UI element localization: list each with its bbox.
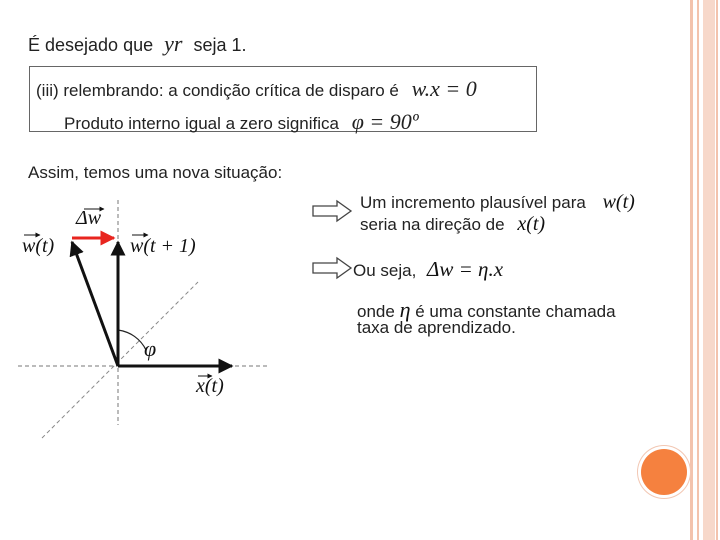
desired-prefix: É desejado que <box>28 35 154 55</box>
or-text: Ou seja, <box>353 261 417 280</box>
phi-angle-arc <box>118 330 146 350</box>
increment-text: Um incremento plausível para <box>360 193 586 212</box>
direction-text: seria na direção de <box>360 215 505 234</box>
x-t-label: x(t) <box>196 375 224 397</box>
dot-product-equation: w.x = 0 <box>411 76 477 101</box>
eta-symbol: η <box>399 297 411 322</box>
delta-w-equation: Δw = η.x <box>427 257 504 281</box>
delta-w-label: Δw <box>76 207 102 229</box>
where-suffix: é uma constante chamada <box>415 302 616 321</box>
w-t1-label: w(t + 1) <box>130 235 196 257</box>
new-situation-heading: Assim, temos uma nova situação: <box>28 163 283 182</box>
condition-text: (iii) relembrando: a condição crítica de disparo é <box>36 81 399 100</box>
desired-suffix: seja 1. <box>193 35 247 55</box>
where-prefix: onde <box>357 302 395 321</box>
w-t-vector <box>72 242 118 366</box>
x-t-symbol: x(t) <box>517 213 546 235</box>
decision-boundary <box>42 282 198 438</box>
decorative-orange-circle <box>641 449 687 495</box>
inner-product-text: Produto interno igual a zero significa <box>64 114 339 133</box>
w-t-symbol: w(t) <box>602 191 635 213</box>
phi-label: φ <box>144 336 157 361</box>
phi-equation: φ = 90º <box>351 109 419 134</box>
yr-symbol: yr <box>164 31 183 56</box>
where-line-2: taxa de aprendizado. <box>357 318 516 337</box>
w-t-label: w(t) <box>22 235 55 257</box>
